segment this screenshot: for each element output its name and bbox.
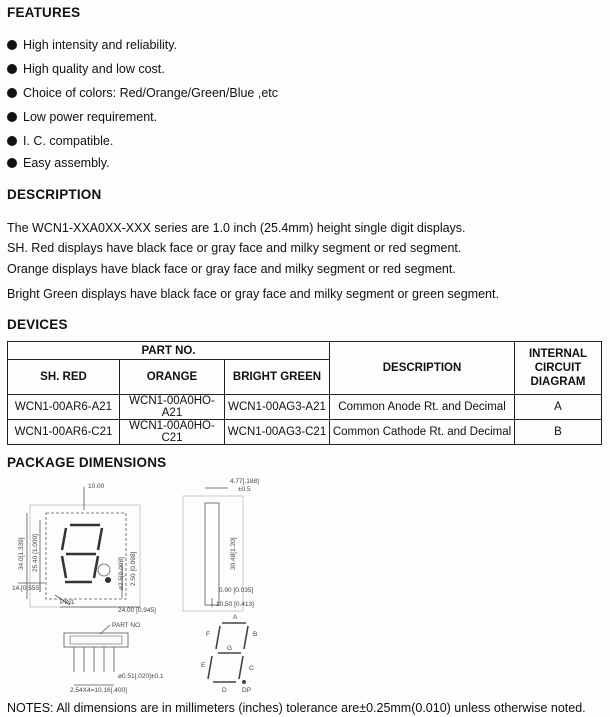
feature-item bbox=[7, 38, 177, 52]
bullet-icon bbox=[7, 112, 17, 122]
feature-text: High quality and low cost. bbox=[23, 62, 165, 76]
dim-label: 10.00 bbox=[88, 483, 105, 490]
feature-text: Easy assembly. bbox=[23, 156, 110, 170]
internal-header-line: DIAGRAM bbox=[530, 376, 586, 388]
table-row bbox=[8, 395, 602, 420]
segment-label: C bbox=[249, 665, 254, 672]
dim-label: 0.90 [0.035] bbox=[219, 587, 254, 594]
part-no-header: PART NO. bbox=[8, 342, 330, 360]
dim-label: 2.54X4=10.16[.400] bbox=[70, 687, 127, 694]
dim-label: ±0.5 bbox=[238, 486, 251, 493]
dim-label: PIN1 bbox=[60, 599, 75, 606]
dim-label: 10.50 [0.413] bbox=[216, 601, 254, 608]
feature-text: Low power requirement. bbox=[23, 110, 158, 124]
cell-diagram: B bbox=[515, 420, 602, 445]
cell-part-red: WCN1-00AR6-A21 bbox=[8, 395, 120, 420]
feature-text: High intensity and reliability. bbox=[23, 38, 178, 52]
dim-label: 30.48[1.20] bbox=[230, 537, 237, 570]
col-header-orange: ORANGE bbox=[120, 360, 225, 395]
feature-text: I. C. compatible. bbox=[23, 134, 114, 148]
segment-diagram bbox=[208, 623, 248, 684]
feature-item bbox=[7, 156, 110, 170]
segment-label: A bbox=[233, 614, 238, 621]
dim-label: PART NO bbox=[112, 622, 141, 629]
cell-part-green: WCN1-00AG3-A21 bbox=[225, 395, 330, 420]
notes-text: NOTES: All dimensions are in millimeters (inches) tolerance are±0.25mm(0.010) unless otherwise noted. bbox=[7, 701, 586, 715]
dim-label: 2.50 [0.098] bbox=[130, 551, 137, 586]
segment-label: G bbox=[227, 645, 233, 652]
table-row bbox=[8, 420, 602, 445]
cell-part-red: WCN1-00AR6-C21 bbox=[8, 420, 120, 445]
bullet-icon bbox=[7, 158, 17, 168]
internal-circuit-header bbox=[515, 342, 602, 395]
devices-heading: DEVICES bbox=[7, 317, 68, 332]
cell-diagram: A bbox=[515, 395, 602, 420]
cell-description: Common Cathode Rt. and Decimal bbox=[330, 420, 515, 445]
bullet-icon bbox=[7, 88, 17, 98]
segment-label: D bbox=[222, 687, 227, 694]
description-header: DESCRIPTION bbox=[330, 342, 515, 395]
dim-label: ø0.51[.020]±0.1 bbox=[118, 673, 164, 680]
segment-label: E bbox=[201, 662, 206, 669]
description-heading: DESCRIPTION bbox=[7, 187, 102, 202]
bullet-icon bbox=[7, 40, 17, 50]
cell-part-green: WCN1-00AG3-C21 bbox=[225, 420, 330, 445]
internal-header-line: CIRCUIT bbox=[534, 362, 582, 374]
col-header-bright-green: BRIGHT GREEN bbox=[225, 360, 330, 395]
cell-part-orange: WCN1-00A0HO-A21 bbox=[120, 395, 225, 420]
segment-label: F bbox=[206, 631, 210, 638]
package-heading: PACKAGE DIMENSIONS bbox=[7, 455, 167, 470]
feature-item bbox=[7, 86, 278, 100]
dim-label: 24.00 [0.945] bbox=[118, 607, 156, 614]
feature-item bbox=[7, 110, 157, 124]
bullet-icon bbox=[7, 136, 17, 146]
dim-label: 4.77[.188] bbox=[230, 478, 259, 485]
cell-description: Common Anode Rt. and Decimal bbox=[330, 395, 515, 420]
col-header-sh-red: SH. RED bbox=[8, 360, 120, 395]
features-heading: FEATURES bbox=[7, 5, 81, 20]
description-line: The WCN1-XXA0XX-XXX series are 1.0 inch (25.4mm) height single digit displays. bbox=[7, 221, 466, 235]
feature-item bbox=[7, 62, 165, 76]
dim-label: 34.0[1.339] bbox=[18, 537, 25, 570]
devices-table bbox=[7, 341, 602, 445]
description-line: Bright Green displays have black face or gray face and milky segment or green segment. bbox=[7, 287, 499, 301]
internal-header-line: INTERNAL bbox=[528, 348, 588, 360]
cell-part-orange: WCN1-00A0HO-C21 bbox=[120, 420, 225, 445]
bullet-icon bbox=[7, 64, 17, 74]
dim-label: 14.[0.555] bbox=[12, 585, 41, 592]
dim-label: 25.40 [1.000] bbox=[32, 534, 39, 572]
segment-label: B bbox=[253, 631, 258, 638]
description-line: Orange displays have black face or gray face and milky segment or red segment. bbox=[7, 262, 456, 276]
feature-text: Choice of colors: Red/Orange/Green/Blue ,etc bbox=[23, 86, 278, 100]
description-line: SH. Red displays have black face or gray face and milky segment or red segment. bbox=[7, 241, 462, 255]
segment-label: DP bbox=[242, 687, 252, 694]
feature-item bbox=[7, 134, 113, 148]
package-dimensions-drawing bbox=[0, 470, 610, 700]
dim-label: ø2.5[0.098] bbox=[118, 557, 125, 590]
